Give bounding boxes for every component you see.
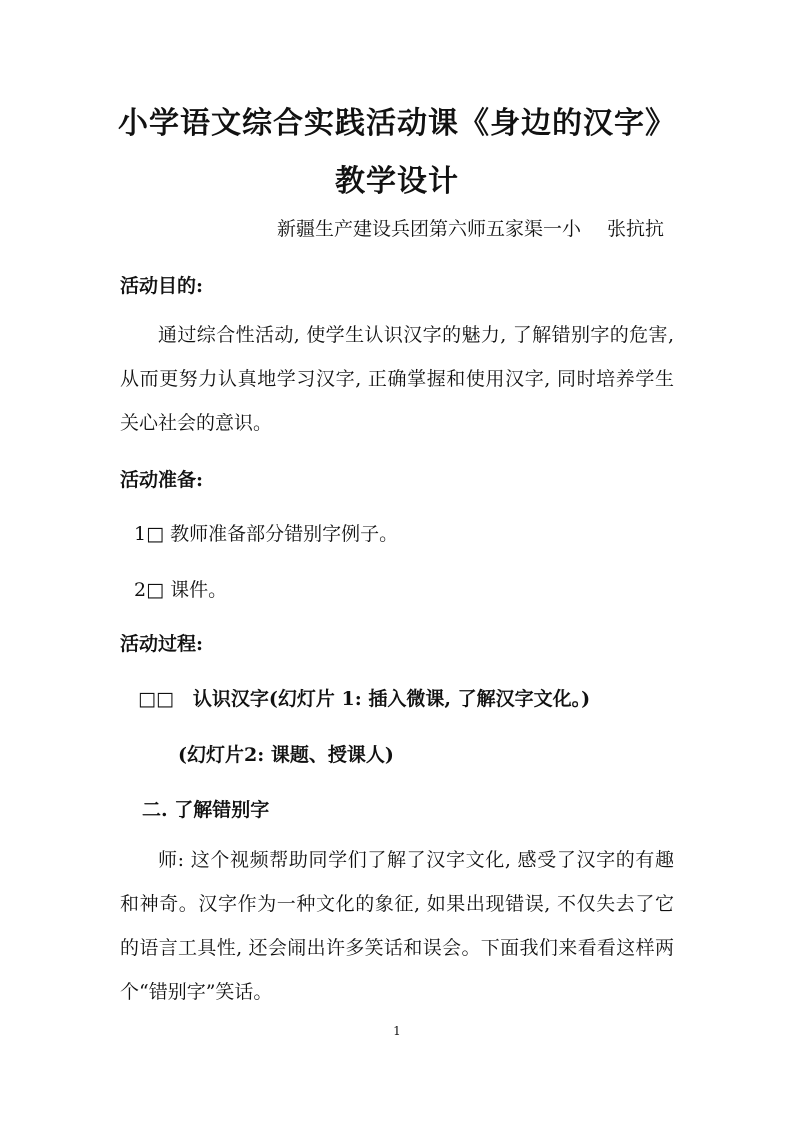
section-heading-preparation: 活动准备: [120,469,204,491]
section-heading-purpose: 活动目的: [120,275,204,297]
section-heading-process: 活动过程: [120,633,204,655]
author-line [277,214,664,241]
document-title: 小学语文综合实践活动课《身边的汉字》 [118,106,676,141]
purpose-paragraph: 通过综合性活动, 使学生认识汉字的魅力, 了解错别字的危害, 从而更努力认真地学习汉字, 正确掌握和使用汉字, 同时培养学生关心社会的意识。 [120,324,674,434]
prep-item-1: 1□ 教师准备部分错别字例子。 [134,523,399,545]
prep-item-2: 2□ 课件。 [134,579,228,601]
teacher-paragraph: 师: 这个视频帮助同学们了解了汉字文化, 感受了汉字的有趣和神奇。汉字作为一种文化的象征, 如果出现错误, 不仅失去了它的语言工具性, 还会闹出许多笑话和误会。下面我们来看看这样两个“错别字”笑话。 [120,849,674,1003]
page-number: 1 [393,1024,401,1038]
step-1: □□ 认识汉字(幻灯片 1: 插入微课, 了解汉字文化。) [138,688,591,710]
author-name: 张抗抗 [606,218,664,240]
step-2: 二. 了解错别字 [142,799,270,821]
author-school: 新疆生产建设兵团第六师五家渠一小 [276,218,581,240]
document-subtitle: 教学设计 [335,164,459,199]
step-1-sub: (幻灯片2: 课题、授课人) [178,744,394,766]
